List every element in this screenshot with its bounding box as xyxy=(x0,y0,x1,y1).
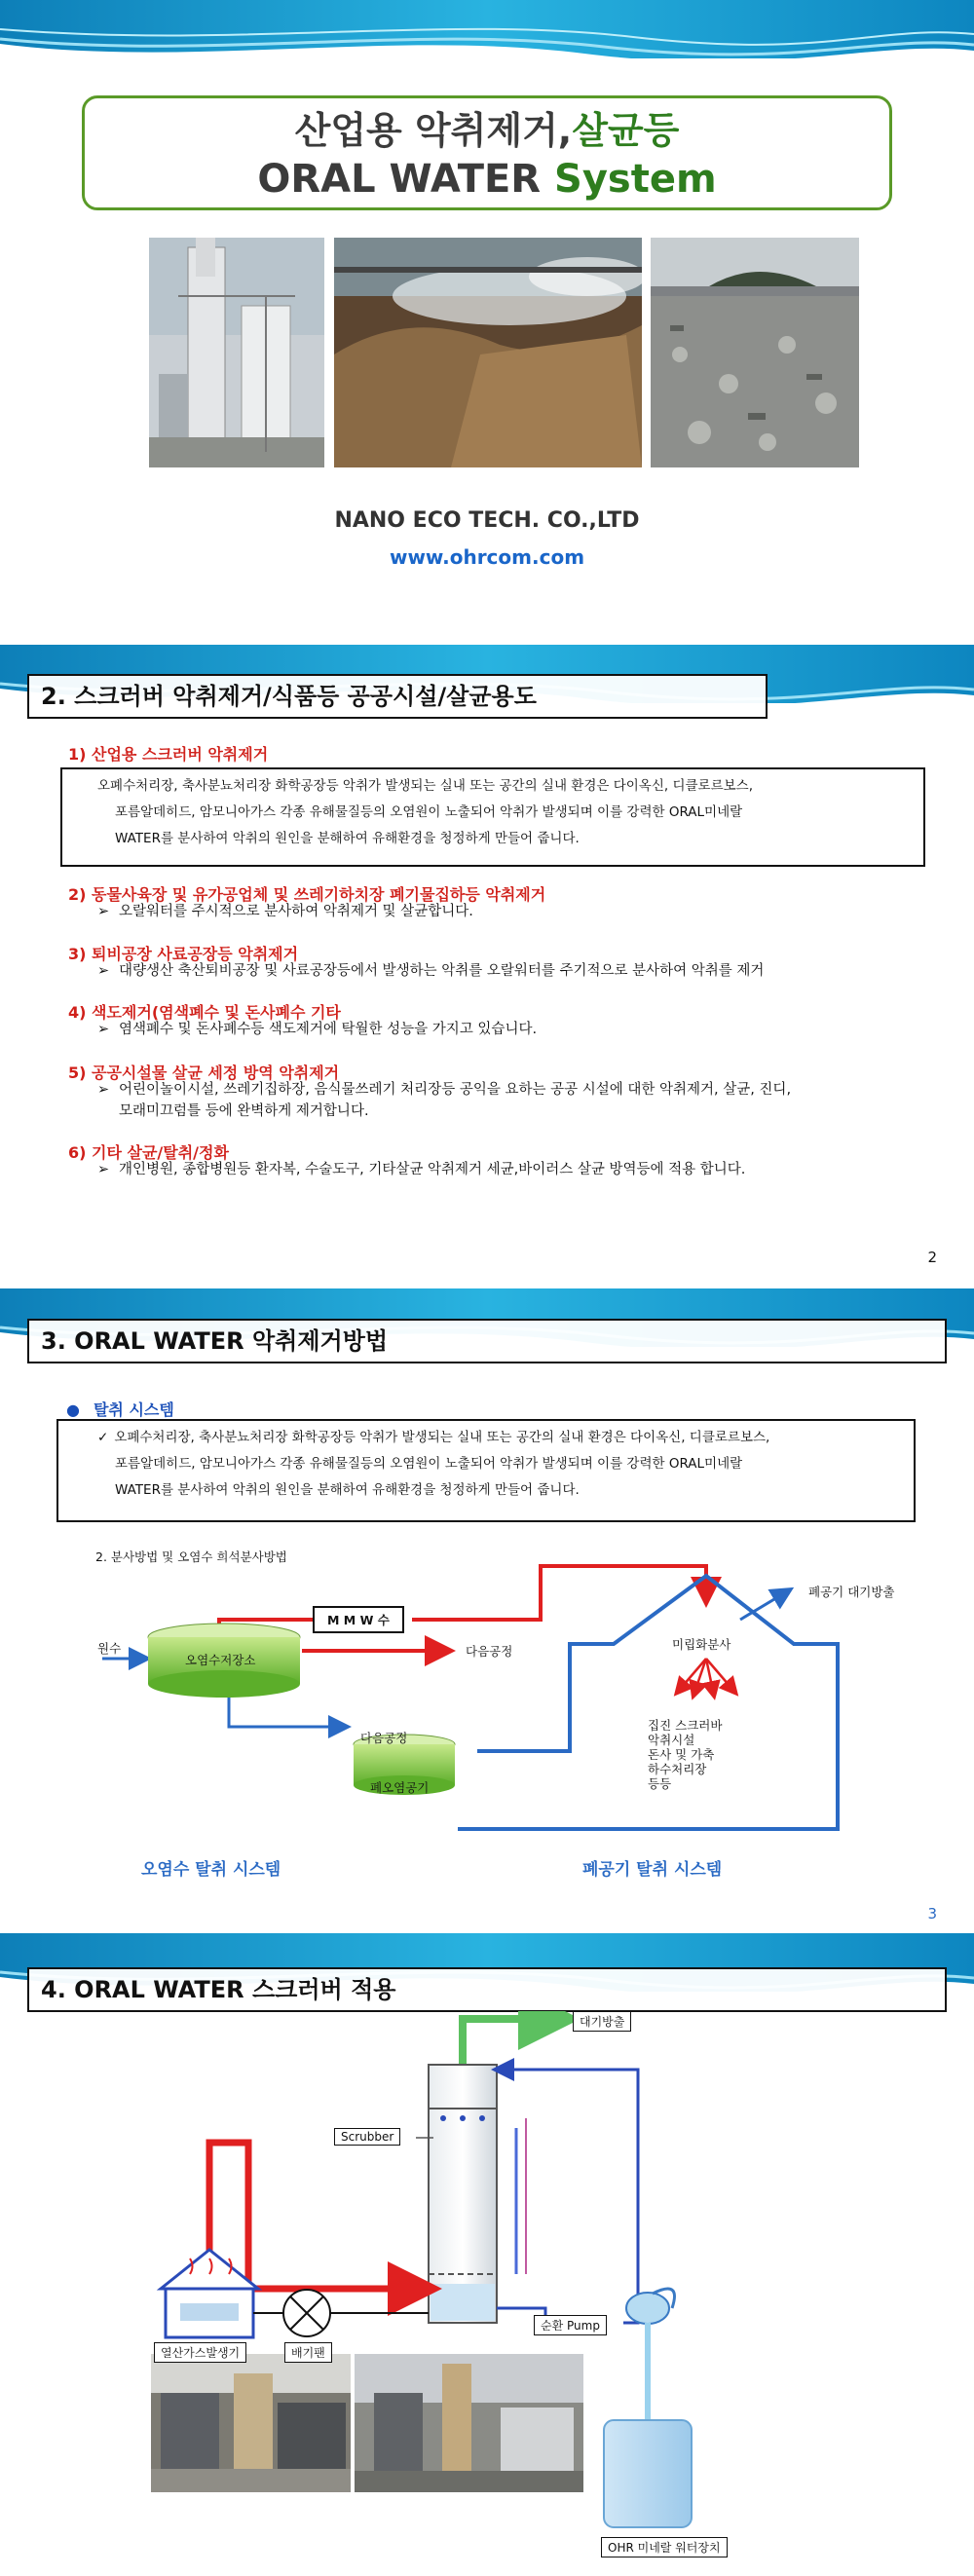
wastewater-system-caption: 오염수 탈취 시스템 xyxy=(141,1860,281,1880)
slide-scrubber xyxy=(0,1933,974,2576)
company-name: NANO ECO TECH. CO.,LTD xyxy=(334,508,640,533)
waste-air-release-label: 폐공기 대기방출 xyxy=(808,1585,895,1599)
section-title: 1) 산업용 스크러버 악취제거 xyxy=(68,745,269,764)
section-body: ➢ 개인병원, 종합병원등 환자복, 수술도구, 기타살균 악취제거 세균,바이러스 살균 방역등에 적용 합니다. xyxy=(97,1160,745,1180)
raw-water-label: 원수 xyxy=(97,1641,122,1656)
wave-header xyxy=(0,0,974,93)
landfill-photo xyxy=(651,238,859,467)
arrow-bullet-icon: ➢ xyxy=(97,1162,110,1177)
section-body: ➢ 대량생산 축산퇴비공장 및 사료공장등에서 발생하는 악취를 오랄워터를 주기적으로 분사하여 악취를 제거 xyxy=(97,961,764,982)
scrubber-site-photo-1 xyxy=(151,2354,351,2492)
slide-title: 2. 스크러버 악취제거/식품등 공공시설/살균용도 xyxy=(27,674,768,719)
diagram-title: 2. 분사방법 및 오염수 희석분사방법 xyxy=(95,1549,287,1564)
section-body: ➢ 오랄워터를 주시적으로 분사하여 악취제거 및 살균합니다. xyxy=(97,902,473,922)
checkmark-icon: ✓ xyxy=(97,1430,109,1445)
section-title: 2) 동물사육장 및 유가공업체 및 쓰레기하치장 폐기물집하등 악취제거 xyxy=(68,885,546,904)
bullet-dot-icon: ● xyxy=(66,1400,80,1419)
exhaust-air-label: 폐오염공기 xyxy=(370,1780,430,1795)
atmosphere-release-label: 대기방출 xyxy=(573,2011,631,2032)
page-number: 2 xyxy=(927,1249,937,1266)
section-body: 모래미끄럼틀 등에 완벽하게 제거합니다. xyxy=(119,1103,369,1119)
section-body: ➢ 어린이놀이시설, 쓰레기집하장, 음식물쓰레기 처리장등 공익을 요하는 공공 시설에 대한 악취제거, 살균, 진디, xyxy=(97,1080,791,1101)
scrubber-tower-photo xyxy=(149,238,324,467)
section-title: 3) 퇴비공장 사료공장등 악취제거 xyxy=(68,945,299,963)
ohr-device-label: OHR 미네랄 워터장치 xyxy=(601,2537,728,2557)
slide-title: 4. ORAL WATER 스크러버 적용 xyxy=(27,1967,947,2012)
mmw-water-label: M M W 수 xyxy=(327,1613,390,1627)
bullet-title: ● 탈취 시스템 xyxy=(66,1400,174,1419)
cover-title-line2: ORAL WATER System xyxy=(257,157,717,202)
arrow-bullet-icon: ➢ xyxy=(97,1022,110,1037)
section-title: 6) 기타 살균/탈취/정화 xyxy=(68,1143,229,1162)
compost-pile-photo xyxy=(334,238,642,467)
description-box: ✓ 오폐수처리장, 축사분뇨처리장 화학공장등 악취가 발생되는 실내 또는 공간의 실내 환경은 다이옥신, 디클로르보스, 포름알데히드, 암모니아가스 각종 유해물질등의 오염원이 노출되어 악취가 발생되며 이를 강력한 ORAL미네랄 WATER를 분사하여 악취의 원인을 분해하여 유해환경을 청정하게 만들어 줍니다. xyxy=(56,1419,916,1522)
slide-method xyxy=(0,1288,974,1931)
page-number: 3 xyxy=(927,1905,937,1923)
scrubber-label: Scrubber xyxy=(334,2128,400,2146)
arrow-bullet-icon: ➢ xyxy=(97,904,110,919)
slide-cover xyxy=(0,0,974,643)
description-box: 오폐수처리장, 축사분뇨처리장 화학공장등 악취가 발생되는 실내 또는 공간의 실내 환경은 다이옥신, 디클로르보스, 포름알데히드, 암모니아가스 각종 유해물질등의 오염원이 노출되어 악취가 발생되며 이를 강력한 ORAL미네랄 WATER를 분사하여 악취의 원인을 분해하여 유해환경을 청정하게 만들어 줍니다. xyxy=(60,767,925,867)
scrubber-site-photo-2 xyxy=(355,2354,583,2492)
next-process-label: 다음공정 xyxy=(466,1644,513,1659)
slide-title: 3. ORAL WATER 악취제거방법 xyxy=(27,1319,947,1363)
mist-spray-label: 미립화분사 xyxy=(672,1637,731,1652)
circulation-pump-label: 순환 Pump xyxy=(534,2315,607,2335)
cover-title-box xyxy=(82,95,892,210)
section-body: ➢ 염색폐수 및 돈사폐수등 색도제거에 탁월한 성능을 가지고 있습니다. xyxy=(97,1020,537,1040)
section-title: 4) 색도제거(염색폐수 및 돈사폐수 기타 xyxy=(68,1003,341,1022)
next-process-label: 다음공정 xyxy=(360,1731,408,1745)
slide-applications xyxy=(0,645,974,1288)
section-title: 5) 공공시설물 살균 세정 방역 악취제거 xyxy=(68,1064,340,1082)
cover-title-line1: 산업용 악취제거,살균등 xyxy=(294,109,680,152)
website-link[interactable]: www.ohrcom.com xyxy=(389,545,585,569)
facility-label: 집진 스크러바 악취시설 돈사 및 가축 하수처리장 등등 xyxy=(648,1718,723,1791)
heater-label: 열산가스발생기 xyxy=(154,2342,246,2363)
arrow-bullet-icon: ➢ xyxy=(97,1082,110,1098)
exhaust-fan-label: 배기팬 xyxy=(284,2342,332,2363)
waste-air-system-caption: 폐공기 탈취 시스템 xyxy=(582,1860,723,1880)
arrow-bullet-icon: ➢ xyxy=(97,963,110,979)
wastewater-tank-label: 오염수저장소 xyxy=(185,1653,256,1667)
